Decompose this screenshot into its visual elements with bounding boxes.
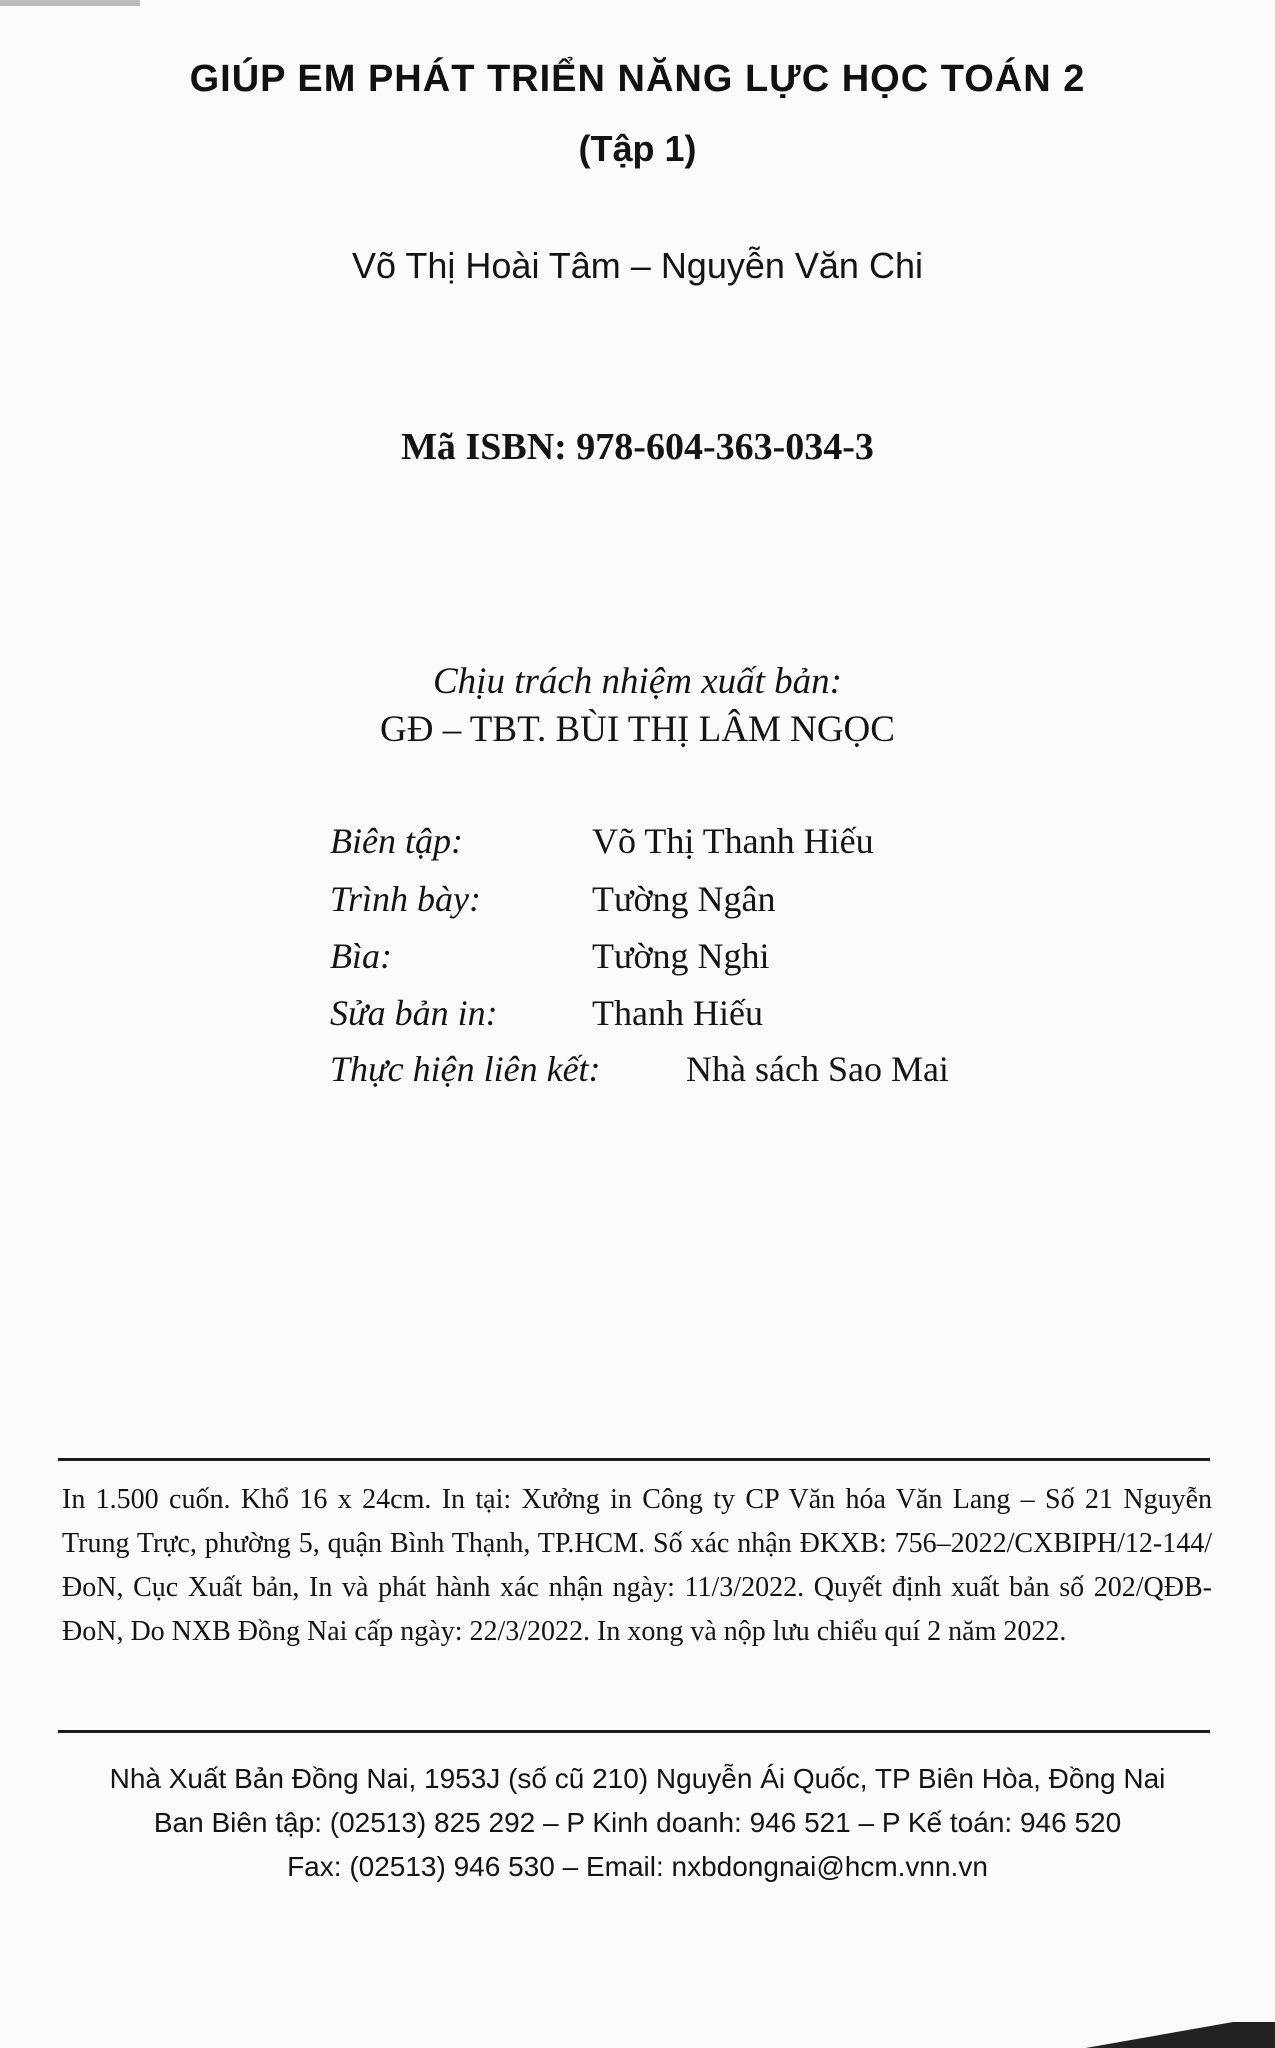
print-info-text: In 1.500 cuốn. Khổ 16 x 24cm. In tại: Xưởng in Công ty CP Văn hóa Văn Lang – Số 21 Nguyễn Trung Trực, phường 5, quận Bình Thạnh, TP.HCM. Số xác nhận ĐKXB: 756–2022/CXBIPH/12-144/ĐoN, Cục Xuất bản, In và phát hành xác nhận ngày: 11/3/2022. Quyết định xuất bản số 202/QĐB-ĐoN, Do NXB Đồng Nai cấp ngày: 22/3/2022. In xong và nộp lưu chiểu quí 2 năm 2022. (62, 1484, 1212, 1647)
credit-name: Thanh Hiếu (592, 993, 763, 1033)
publisher-address: Nhà Xuất Bản Đồng Nai, 1953J (số cũ 210) Nguyễn Ái Quốc, TP Biên Hòa, Đồng Nai (109, 1763, 1166, 1794)
responsibility-label: Chịu trách nhiệm xuất bản: (432, 661, 842, 702)
divider-bottom (58, 1730, 1210, 1733)
page-corner-shadow (1075, 2022, 1275, 2048)
credit-name: Võ Thị Thanh Hiếu (592, 821, 874, 861)
isbn-line: Mã ISBN: 978-604-363-034-3 (401, 426, 874, 468)
credit-role: Sửa bản in: (330, 993, 498, 1033)
divider-top (58, 1458, 1210, 1461)
publisher-fax-email: Fax: (02513) 946 530 – Email: nxbdongnai@hcm.vnn.vn (287, 1851, 988, 1882)
publisher-block (0, 1757, 1275, 1889)
credit-role: Biên tập: (330, 821, 463, 861)
credit-role: Bìa: (330, 936, 392, 976)
credit-name: Nhà sách Sao Mai (686, 1049, 949, 1089)
credit-name: Tường Ngân (592, 879, 776, 919)
credit-role: Thực hiện liên kết: (330, 1049, 601, 1089)
responsibility-name: GĐ – TBT. BÙI THỊ LÂM NGỌC (380, 709, 895, 750)
publisher-phones: Ban Biên tập: (02513) 825 292 – P Kinh doanh: 946 521 – P Kế toán: 946 520 (153, 1807, 1122, 1838)
credit-name: Tường Nghi (592, 936, 770, 976)
book-authors: Võ Thị Hoài Tâm – Nguyễn Văn Chi (352, 245, 923, 286)
print-info-block (62, 1478, 1212, 1654)
credit-role: Trình bày: (330, 879, 482, 919)
book-title: GIÚP EM PHÁT TRIỂN NĂNG LỰC HỌC TOÁN 2 (189, 58, 1086, 100)
page-edge-mark (0, 0, 140, 6)
book-volume: (Tập 1) (578, 128, 697, 169)
